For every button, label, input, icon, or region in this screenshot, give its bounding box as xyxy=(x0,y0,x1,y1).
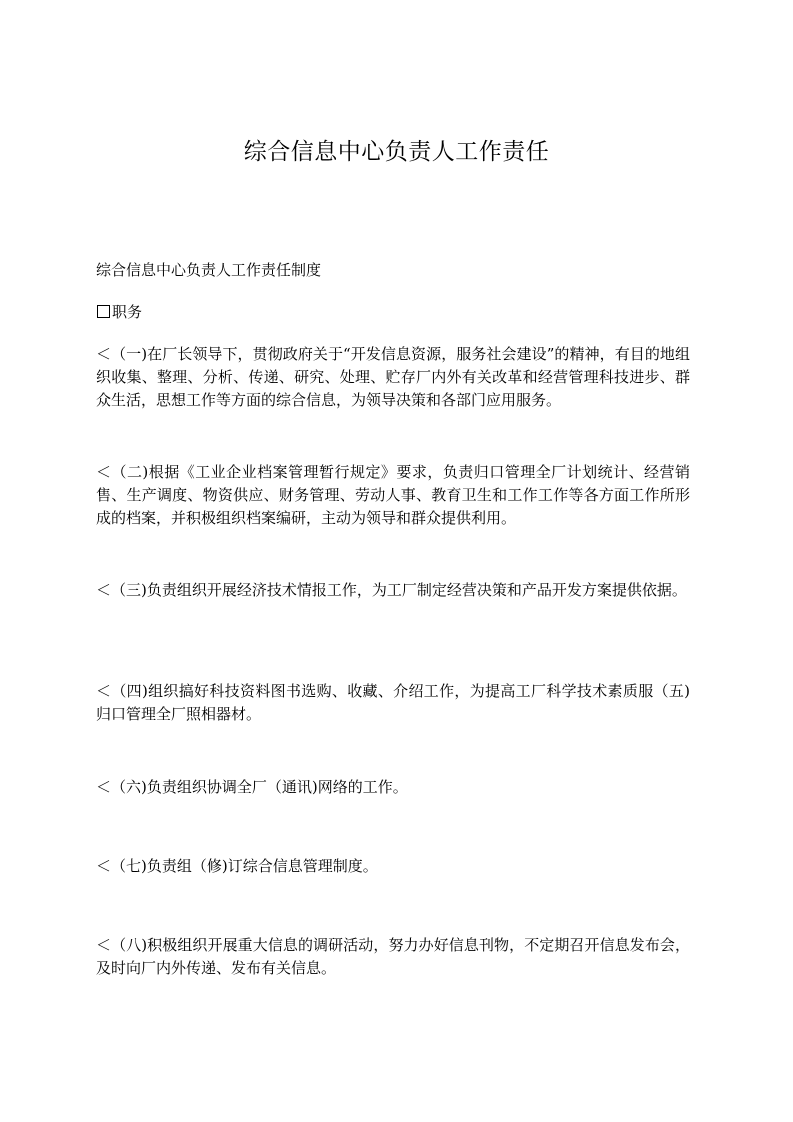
duty-item-3: ＜（三)负责组织开展经济技术情报工作，为工厂制定经营决策和产品开发方案提供依据。 xyxy=(96,581,687,599)
duty-item-8: ＜（八)积极组织开展重大信息的调研活动，努力办好信息刊物，不定期召开信息发布会，及时向厂内外传递、发布有关信息。 xyxy=(96,936,690,977)
document-subtitle: 综合信息中心负责人工作责任制度 xyxy=(96,261,322,279)
duty-item-7: ＜（七)负责组（修)订综合信息管理制度。 xyxy=(96,857,378,875)
checkbox-icon xyxy=(97,305,110,318)
duty-item-6: ＜（六)负责组织协调全厂（通讯)网络的工作。 xyxy=(96,778,408,796)
document-title: 综合信息中心负责人工作责任 xyxy=(243,139,550,165)
duty-item-1: ＜（一)在厂长领导下，贯彻政府关于“开发信息资源，服务社会建设”的精神，有目的地组织收集、整理、分析、传递、研究、处理、贮存厂内外有关改革和经营管理科技进步、群众生活，思想工作等方面的综合信息，为领导决策和各部门应用服务。 xyxy=(96,345,690,409)
duty-item-4: ＜（四)组织搞好科技资料图书选购、收藏、介绍工作，为提高工厂科学技术素质服（五)归口管理全厂照相器材。 xyxy=(96,682,690,723)
section-heading-label: 职务 xyxy=(112,303,143,321)
section-heading xyxy=(96,301,690,324)
duty-item-2: ＜（二)根据《工业企业档案管理暂行规定》要求，负责归口管理全厂计划统计、经营销售、生产调度、物资供应、财务管理、劳动人事、教育卫生和工作工作等各方面工作所形成的档案，并积极组织档案编研，主动为领导和群众提供利用。 xyxy=(96,463,690,527)
